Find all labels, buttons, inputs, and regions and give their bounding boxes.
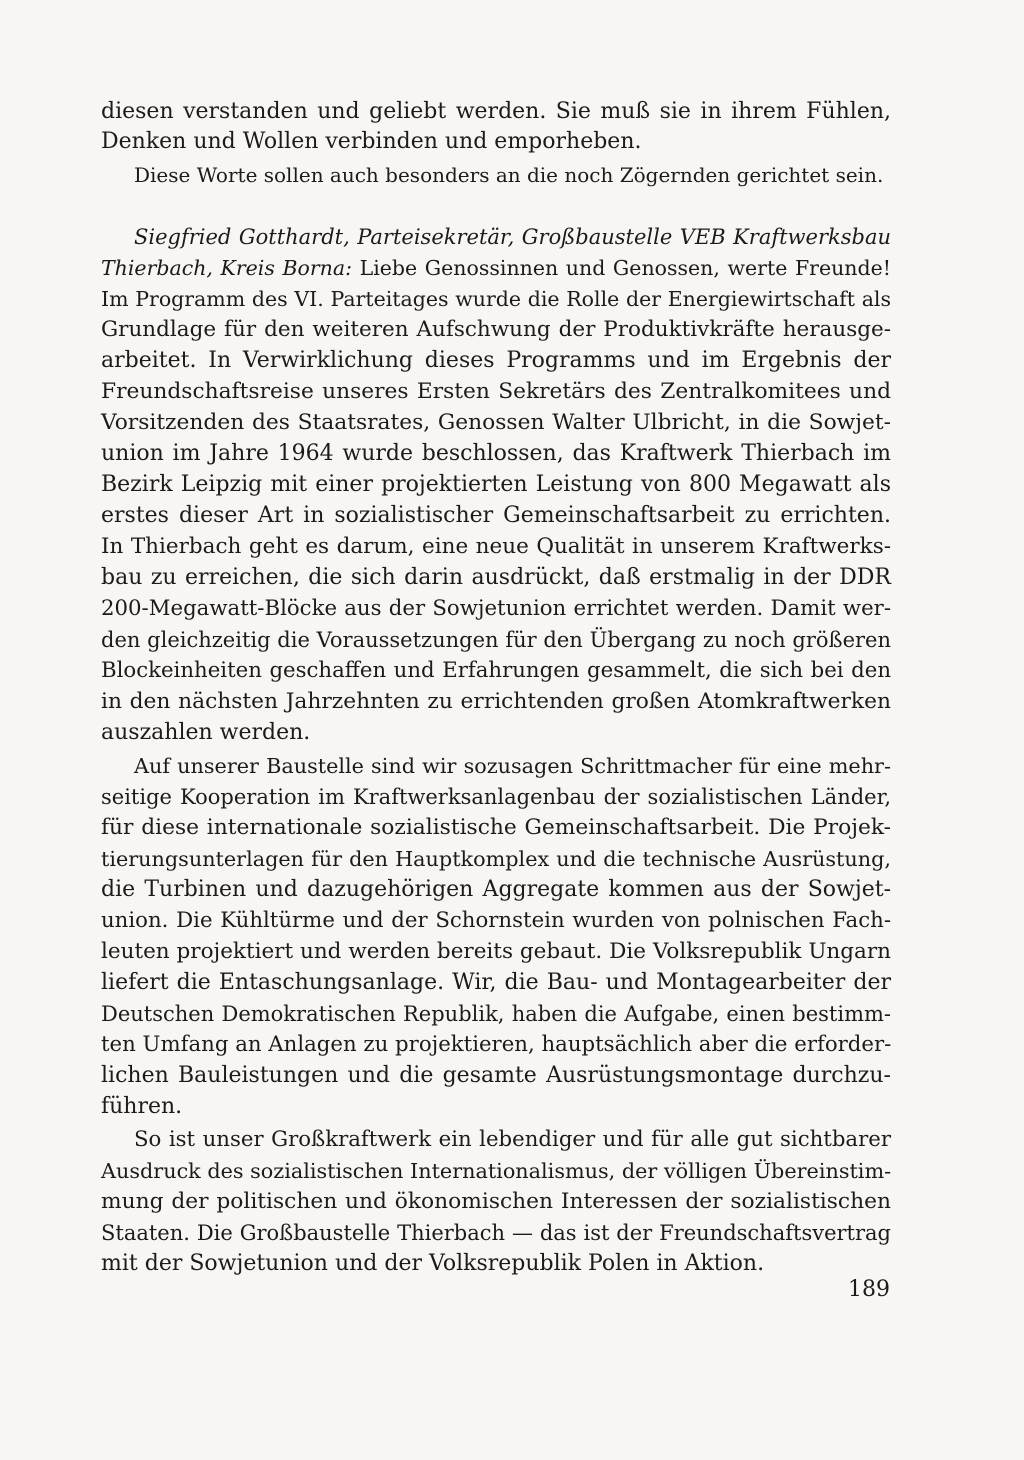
text-line: diesen verstanden und geliebt werden. Sie muß sie in ihrem Fühlen, [101,99,891,124]
page-number: 189 [848,1277,890,1302]
text-line: seitige Kooperation im Kraftwerksanlagenbau der sozialistischen Länder, [101,785,891,809]
text-line: Staaten. Die Großbaustelle Thierbach — das ist der Freundschaftsvertrag [101,1221,891,1245]
text-line: den gleichzeitig die Voraussetzungen für den Übergang zu noch größeren [101,628,891,652]
text-line: leuten projektiert und werden bereits gebaut. Die Volksrepublik Ungarn [101,939,891,964]
text-line: So ist unser Großkraftwerk ein lebendiger und für alle gut sichtbarer [134,1127,891,1152]
text-line: mung der politischen und ökonomischen Interessen der sozialistischen [101,1189,891,1214]
text-line: Im Programm des VI. Parteitages wurde die Rolle der Energiewirtschaft als [101,287,891,311]
text-line: liefert die Entaschungsanlage. Wir, die Bau- und Montagearbeiter der [101,970,891,995]
text-line: arbeitet. In Verwirklichung dieses Programms und im Ergebnis der [101,348,891,373]
text-line: die Turbinen und dazugehörigen Aggregate kommen aus der Sowjet- [101,877,891,902]
text-line: Deutschen Demokratischen Republik, haben die Aufgabe, einen bestimm- [101,1002,891,1026]
text-line: In Thierbach geht es darum, eine neue Qualität in unserem Kraftwerks- [101,534,891,559]
text-line: 200-Megawatt-Blöcke aus der Sowjetunion errichtet werden. Damit wer- [101,596,891,621]
text-line: Grundlage für den weiteren Aufschwung der Produktivkräfte herausge- [101,317,891,342]
text-line: Diese Worte sollen auch besonders an die noch Zögernden gerichtet sein. [134,163,884,187]
text-line: union. Die Kühltürme und der Schornstein wurden von polnischen Fach- [101,908,891,933]
text-line: bau zu erreichen, die sich darin ausdrückt, daß erstmalig in der DDR [101,565,891,590]
text-line [101,253,891,283]
speaker-heading: Siegfried Gotthardt, Parteisekretär, Großbaustelle VEB Kraftwerksbau [134,225,891,249]
text-line: mit der Sowjetunion und der Volksrepublik Polen in Aktion. [101,1251,765,1276]
text-line: führen. [101,1094,183,1119]
text-line: in den nächsten Jahrzehnten zu errichtenden großen Atomkraftwerken [101,689,891,714]
text-line: erstes dieser Art in sozialistischer Gemeinschaftsarbeit zu errichten. [101,503,891,528]
greeting: Liebe Genossinnen und Genossen, werte Freunde! [359,256,891,280]
text-line: Ausdruck des sozialistischen Internationalismus, der völligen Übereinstim- [101,1159,892,1183]
text-line: lichen Bauleistungen und die gesamte Ausrüstungsmontage durchzu- [101,1063,891,1088]
text-line: Bezirk Leipzig mit einer projektierten Leistung von 800 Megawatt als [101,472,891,497]
text-line: ten Umfang an Anlagen zu projektieren, hauptsächlich aber die erforder- [101,1032,892,1057]
text-line: für diese internationale sozialistische Gemeinschaftsarbeit. Die Projek- [101,815,891,840]
text-line: union im Jahre 1964 wurde beschlossen, das Kraftwerk Thierbach im [101,441,891,466]
text-line: tierungsunterlagen für den Hauptkomplex und die technische Ausrüstung, [101,847,891,871]
text-line: Freundschaftsreise unseres Ersten Sekretärs des Zentralkomitees und [101,379,891,404]
text-line: Auf unserer Baustelle sind wir sozusagen Schrittmacher für eine mehr- [134,754,891,778]
text-line: Vorsitzenden des Staatsrates, Genossen Walter Ulbricht, in die Sowjet- [101,410,891,435]
text-line: auszahlen werden. [101,720,311,745]
speaker-location: Thierbach, Kreis Borna: [101,256,352,280]
text-line: Denken und Wollen verbinden und emporheben. [101,129,642,154]
text-line: Blockeinheiten geschaffen und Erfahrungen gesammelt, die sich bei den [101,658,891,683]
